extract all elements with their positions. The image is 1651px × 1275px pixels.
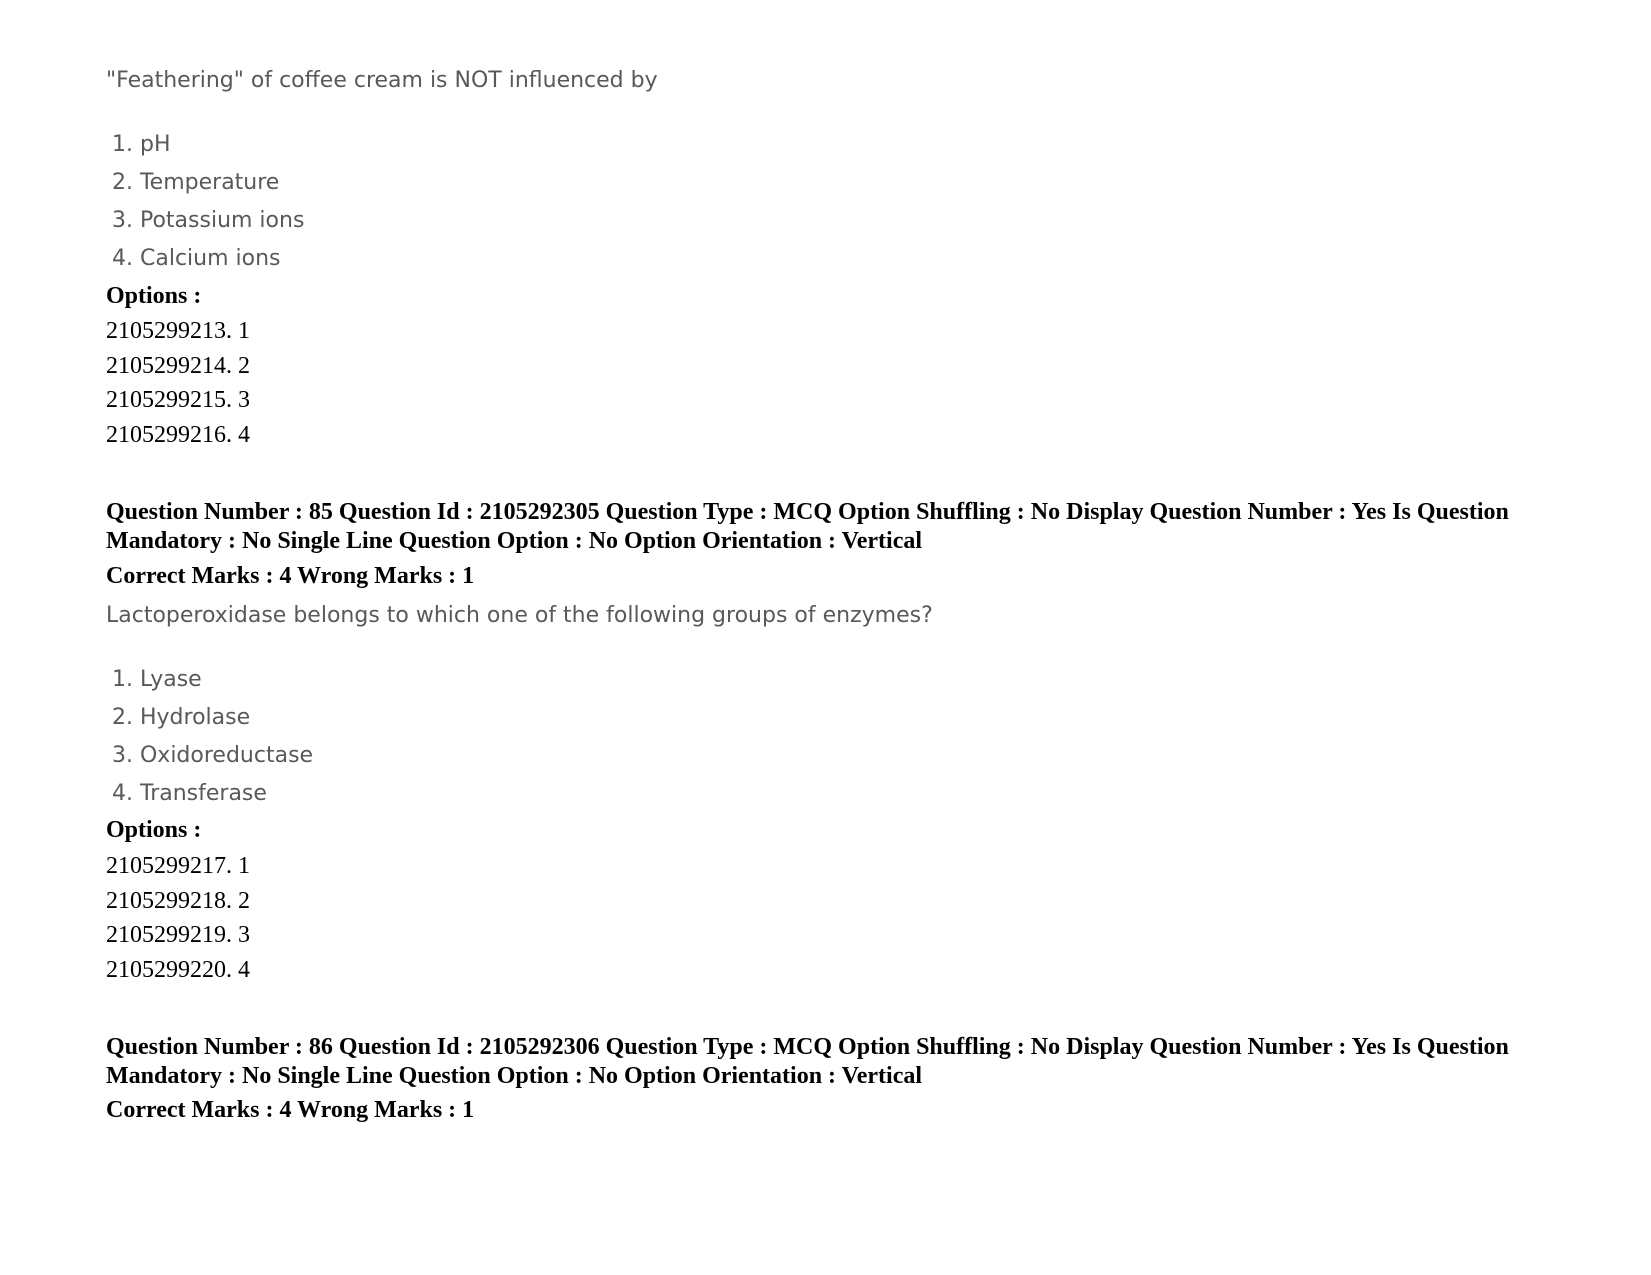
question-86-meta: Question Number : 86 Question Id : 2105292306 Question Type : MCQ Option Shuffling : No Display Question Number : Yes Is Question Mandatory : No Single Line Question Option : No Option Orientation : Vertical — [106, 1034, 1509, 1089]
question-85-meta: Question Number : 85 Question Id : 2105292305 Question Type : MCQ Option Shuffling : No Display Question Number : Yes Is Question Mandatory : No Single Line Question Option : No Option Orientation : Vertical — [106, 499, 1509, 554]
choice-item: 3. Oxidoreductase — [112, 743, 314, 768]
question-85-text: Lactoperoxidase belongs to which one of the following groups of enzymes? — [106, 603, 933, 628]
choice-item: 1. pH — [112, 132, 171, 157]
choice-item: 4. Calcium ions — [112, 246, 281, 271]
choice-item: 1. Lyase — [112, 667, 202, 692]
options-label: Options : — [106, 817, 202, 843]
question-86-marks: Correct Marks : 4 Wrong Marks : 1 — [106, 1097, 475, 1123]
option-item: 2105299218. 2 — [106, 887, 250, 914]
question-85-choices — [112, 661, 313, 813]
question-84-text: "Feathering" of coffee cream is NOT influenced by — [106, 68, 658, 93]
option-item: 2105299215. 3 — [106, 387, 250, 413]
choice-item: 3. Potassium ions — [112, 208, 305, 233]
choice-item: 2. Hydrolase — [112, 705, 251, 730]
question-84-options — [106, 314, 250, 452]
option-item: 2105299213. 1 — [106, 318, 250, 344]
option-item: 2105299220. 4 — [106, 956, 250, 983]
question-85-options — [106, 849, 250, 987]
choice-item: 4. Transferase — [112, 781, 267, 806]
choice-item: 2. Temperature — [112, 170, 280, 195]
question-84-choices — [112, 126, 304, 278]
option-item: 2105299214. 2 — [106, 352, 250, 379]
option-item: 2105299217. 1 — [106, 853, 250, 879]
option-item: 2105299219. 3 — [106, 922, 250, 948]
question-85-marks: Correct Marks : 4 Wrong Marks : 1 — [106, 563, 475, 589]
option-item: 2105299216. 4 — [106, 421, 250, 448]
options-label: Options : — [106, 283, 202, 309]
